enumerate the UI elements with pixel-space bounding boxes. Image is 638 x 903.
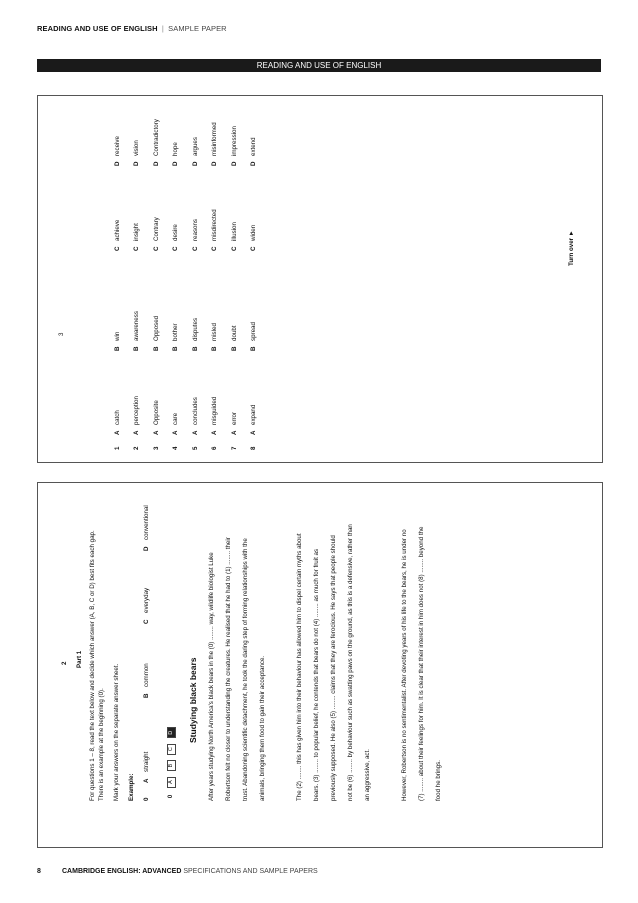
instructions-line-1: For questions 1 – 8, read the text below and decide which answer (A, B, C or D) best fits each gap. (89, 530, 96, 801)
question-8-letter-b: B (250, 346, 257, 351)
answer-box-c: C (167, 744, 176, 755)
turn-over-label: Turn over ► (568, 230, 575, 266)
passage-para2-line-5: an aggressive, act. (364, 749, 371, 801)
question-7-option-d: impression (231, 126, 238, 156)
instructions-line-2: There is an example at the beginning (0). (98, 688, 105, 801)
header-section: READING AND USE OF ENGLISH (37, 24, 158, 33)
question-1-letter-c: C (114, 246, 121, 251)
example-option-d: conventional (143, 505, 150, 540)
question-3-number: 3 (153, 446, 160, 450)
header-subtitle: SAMPLE PAPER (168, 24, 227, 33)
question-2-letter-c: C (133, 246, 140, 251)
example-answer-boxes (159, 726, 177, 801)
question-3-letter-c: C (153, 246, 160, 251)
question-6-option-c: misdirected (211, 209, 218, 241)
question-6-letter-d: D (211, 161, 218, 166)
example-label: Example: (128, 773, 135, 801)
question-6-number: 6 (211, 446, 218, 450)
question-7-letter-c: C (231, 246, 238, 251)
question-1-option-c: achieve (114, 219, 121, 241)
question-3-letter-d: D (153, 161, 160, 166)
question-1-letter-d: D (114, 161, 121, 166)
question-4-option-c: desire (172, 224, 179, 241)
answer-box-d: D (167, 727, 176, 738)
question-5-option-c: reasons (192, 218, 199, 241)
question-2-option-b: awareness (133, 311, 140, 341)
question-2-letter-d: D (133, 161, 140, 166)
question-2-option-a: perception (133, 396, 140, 425)
question-5-letter-d: D (192, 161, 199, 166)
page-3-number: 3 (58, 332, 65, 336)
question-8-letter-a: A (250, 430, 257, 435)
example-letter-d: D (143, 546, 150, 551)
question-1-letter-b: B (114, 346, 121, 351)
question-8-option-d: extend (250, 137, 257, 156)
question-8-letter-c: C (250, 246, 257, 251)
question-4-option-d: hope (172, 142, 179, 156)
example-option-b: common (143, 663, 150, 687)
passage-para1-line-4: animals, bringing them food to gain their acceptance. (259, 655, 266, 801)
question-6-letter-a: A (211, 430, 218, 435)
question-1-letter-a: A (114, 430, 121, 435)
page-number: 8 (37, 868, 41, 875)
question-7-number: 7 (231, 446, 238, 450)
question-7-letter-a: A (231, 430, 238, 435)
question-2-letter-b: B (133, 346, 140, 351)
question-7-option-a: error (231, 411, 238, 425)
question-7-letter-d: D (231, 161, 238, 166)
header-separator: | (161, 24, 164, 33)
question-3-option-c: Contrary (153, 217, 160, 241)
question-5-option-b: disputes (192, 317, 199, 341)
question-4-letter-c: C (172, 246, 179, 251)
question-8-letter-d: D (250, 161, 257, 166)
question-6-option-b: misled (211, 323, 218, 341)
example-number: 0 (143, 797, 150, 801)
question-8-option-c: widen (250, 224, 257, 241)
question-5-option-d: argues (192, 137, 199, 156)
question-2-option-c: insight (133, 223, 140, 241)
question-4-option-b: bother (172, 323, 179, 341)
question-2-option-d: vision (133, 140, 140, 156)
instructions-line-3: Mark your answers on the separate answer sheet. (113, 663, 120, 801)
question-7-option-b: doubt (231, 325, 238, 341)
passage-para2-line-2: bears. (3) ........ to popular belief, he contends that bears do not (4) ........ as much for fruit as (313, 548, 320, 801)
answer-box-b: B (167, 760, 176, 771)
footer-title (62, 868, 318, 875)
answer-box-number: 0 (168, 794, 174, 799)
question-3-option-a: Opposite (153, 400, 160, 425)
footer-bold: CAMBRIDGE ENGLISH: ADVANCED (62, 868, 182, 875)
question-4-letter-a: A (172, 430, 179, 435)
running-header (37, 24, 227, 33)
passage-title: Studying black bears (188, 657, 198, 743)
question-1-option-b: win (114, 331, 121, 341)
question-4-number: 4 (172, 446, 179, 450)
passage-para1-line-2: Robertson felt no closer to understanding the creatures. He realised that he had to (1) ........ their (225, 537, 232, 801)
question-4-letter-d: D (172, 161, 179, 166)
question-1-option-a: catch (114, 410, 121, 425)
question-3-option-d: Contradictory (153, 119, 160, 156)
question-8-option-a: expand (250, 404, 257, 425)
answer-box-a: A (167, 777, 176, 788)
example-letter-b: B (143, 693, 150, 698)
footer-rest: SPECIFICATIONS AND SAMPLE PAPERS (183, 868, 318, 875)
question-4-option-a: care (172, 412, 179, 425)
question-6-option-a: misguided (211, 396, 218, 425)
section-banner: READING AND USE OF ENGLISH (37, 59, 601, 72)
question-4-letter-b: B (172, 346, 179, 351)
question-5-letter-a: A (192, 430, 199, 435)
question-5-letter-c: C (192, 246, 199, 251)
example-letter-c: C (143, 619, 150, 624)
question-6-letter-b: B (211, 346, 218, 351)
passage-para2-line-4: not be (6) ........ by behaviour such as swatting paws on the ground, as this is a defensive, rather than (347, 524, 354, 801)
passage-para1-line-1: After years studying North America's black bears in the (0) ........ way, wildlife biologist Luke (208, 552, 215, 801)
passage-para3-line-3: food he brings. (435, 760, 442, 801)
question-3-option-b: Opposed (153, 315, 160, 341)
passage-para3-line-2: (7) ........ about their feelings for him. It is clear that their interest in him does not (8) ........ beyond the (418, 526, 425, 801)
part-heading: Part 1 (76, 650, 83, 668)
example-option-c: everyday (143, 587, 150, 613)
passage-para3-line-1: However, Robertson is no sentimentalist. After devoting years of his life to the bears, he is under no (401, 529, 408, 801)
question-3-letter-b: B (153, 346, 160, 351)
example-letter-a: A (143, 778, 150, 783)
question-2-letter-a: A (133, 430, 140, 435)
question-3-letter-a: A (153, 430, 160, 435)
page-2-panel (37, 482, 603, 848)
page-3-panel (37, 95, 603, 463)
passage-para2-line-1: The (2) ........ this has given him into their behaviour has allowed him to dispel certain myths about (296, 533, 303, 801)
passage-para1-line-3: trust. Abandoning scientific detachment, he took the daring step of forming relationships with the (242, 538, 249, 801)
question-7-option-c: illusion (231, 222, 238, 241)
page-2-number: 2 (61, 661, 68, 665)
question-5-option-a: concludes (192, 397, 199, 425)
question-5-letter-b: B (192, 346, 199, 351)
question-1-option-d: receive (114, 136, 121, 156)
question-8-number: 8 (250, 446, 257, 450)
question-2-number: 2 (133, 446, 140, 450)
question-6-option-d: misinformed (211, 122, 218, 156)
passage-para2-line-3: previously supposed. He also (5) ........ claims that they are ferocious. He says that people should (330, 535, 337, 801)
question-8-option-b: spread (250, 322, 257, 341)
question-7-letter-b: B (231, 346, 238, 351)
question-6-letter-c: C (211, 246, 218, 251)
question-5-number: 5 (192, 446, 199, 450)
question-1-number: 1 (114, 446, 121, 450)
example-option-a: straight (143, 751, 150, 772)
